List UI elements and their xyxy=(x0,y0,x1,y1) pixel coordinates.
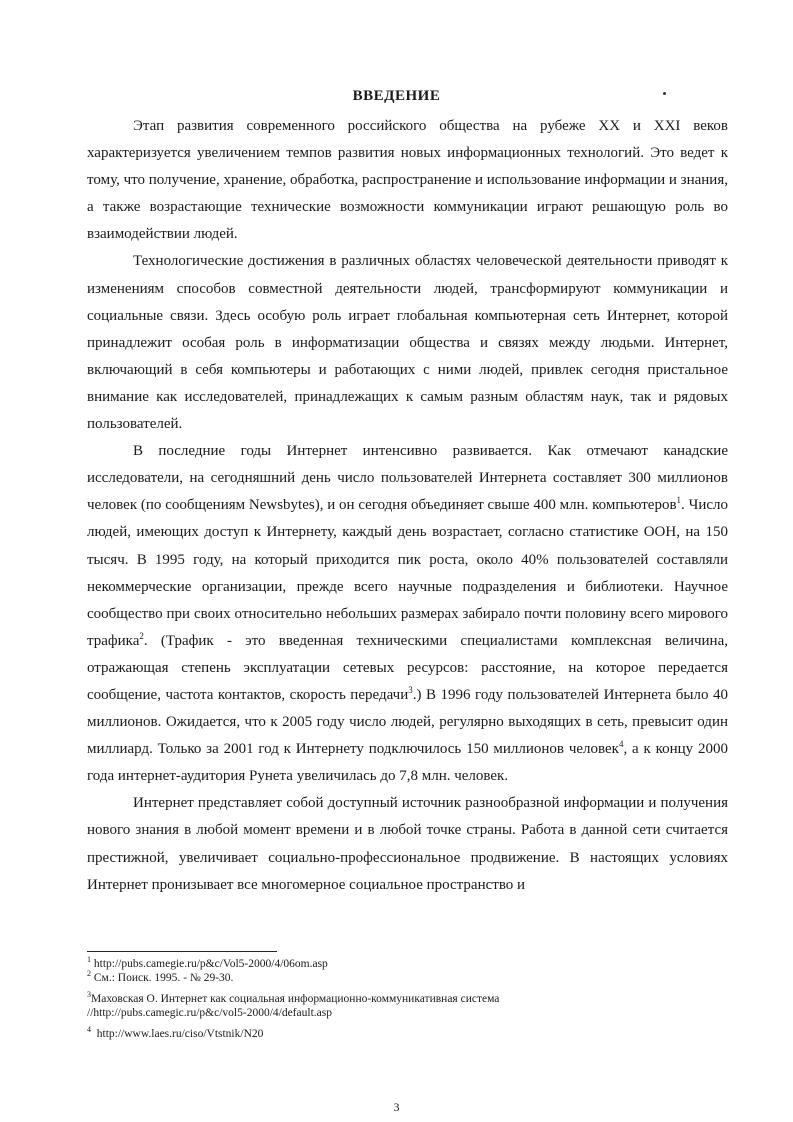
footnote-ref[interactable]: 1 xyxy=(676,495,682,506)
footnote-text: Маховская О. Интернет как социальная информационно-коммуникативная система xyxy=(91,993,500,1005)
text-run: , а к концу 2000 года интернет-аудитория Рунета увеличилась до 7,8 млн. человек. xyxy=(87,741,728,785)
page-number: 3 xyxy=(393,1100,400,1114)
body-text xyxy=(87,113,728,899)
footnote-text: http://pubs.camegie.ru/p&c/Vol5-2000/4/06om.asp xyxy=(93,958,328,970)
text-run: . (Трафик - это введенная техническими специалистами комплексная величина, отражающая степень эксплуатации сетевых ресурсов: расстояние, на которое передается сообщение, частота контактов, скорость передачи xyxy=(87,632,728,703)
footnote-number: 4 xyxy=(87,1025,91,1035)
footnote xyxy=(87,971,728,985)
paragraph: Этап развития современного российского общества на рубеже XX и XXI веков характеризуется увеличением темпов развития новых информационных технологий. Это ведет к тому, что получение, хранение, обработка, распространение и использование информации и знания, а также возрастающие технические возможности коммуникации играют решающую роль во взаимодействии людей. xyxy=(87,118,728,243)
footnote-ref[interactable]: 2 xyxy=(139,630,144,641)
footnote-number: 3 xyxy=(87,990,91,1000)
footnote-divider xyxy=(87,951,277,952)
text-run: .) В 1996 году пользователей Интернета было 40 миллионов. Ожидается, что к 2005 году число людей, регулярно выходящих в сеть, превысит один миллиард. Только за 2001 год к Интернету подключилось 150 миллионов человек xyxy=(87,686,728,758)
footnote-ref[interactable]: 3 xyxy=(408,684,413,695)
footnote-number: 1 xyxy=(87,955,91,965)
footnote xyxy=(87,1027,728,1041)
paragraph: Интернет представляет собой доступный источник разнообразной информации и получения нового знания в любой момент времени и в любой точке страны. Работа в данной сети считается престижной, увеличивает социально-профессиональное продвижение. В настоящих условиях Интернет пронизывает все многомерное социальное пространство и xyxy=(87,795,728,893)
stray-mark xyxy=(663,92,666,95)
paragraph: Технологические достижения в различных областях человеческой деятельности приводят к изменениям способов совместной деятельности людей, трансформируют коммуникации и социальные связи. Здесь особую роль играет глобальная компьютерная сеть Интернет, которой принадлежит особая роль в информатизации общества и связях между людьми. Интернет, включающий в себя компьютеры и работающих с ними людей, привлек сегодня пристальное внимание как исследователей, принадлежащих к самым разным областям наук, так и рядовых пользователей. xyxy=(87,253,728,433)
footnote-ref[interactable]: 4 xyxy=(618,739,624,750)
footnote-number: 2 xyxy=(87,969,91,979)
page-title: ВВЕДЕНИЕ xyxy=(352,88,441,104)
footnote-text: //http://pubs.camegic.ru/p&c/vol5-2000/4/default.asp xyxy=(87,1007,332,1019)
footnotes xyxy=(87,957,728,1041)
text-run: В последние годы Интернет интенсивно развивается. Как отмечают канадские исследователи, на сегодняшний день число пользователей Интернета составляет 300 миллионов человек (по сообщениям Newsbytes), и он сегодня объединяет свыше 400 млн. компьютеров xyxy=(87,443,728,514)
footnote-text: См.: Поиск. 1995. - № 29-30. xyxy=(93,972,234,984)
footnote xyxy=(87,992,728,1020)
paragraph xyxy=(87,438,728,790)
footnote-text: http://www.laes.ru/ciso/Vtstnik/N20 xyxy=(96,1028,264,1040)
footnote xyxy=(87,957,728,971)
text-run: . Число людей, имеющих доступ к Интернету, каждый день возрастает, согласно статистике ООН, на 150 тысяч. В 1995 году, на который приходится пик роста, около 40% пользователей составляли некоммерческие организации, прежде всего научные подразделения и библиотеки. Научное сообщество при своих относительно небольших размерах забирало почти половину всего мирового трафика xyxy=(87,497,728,649)
